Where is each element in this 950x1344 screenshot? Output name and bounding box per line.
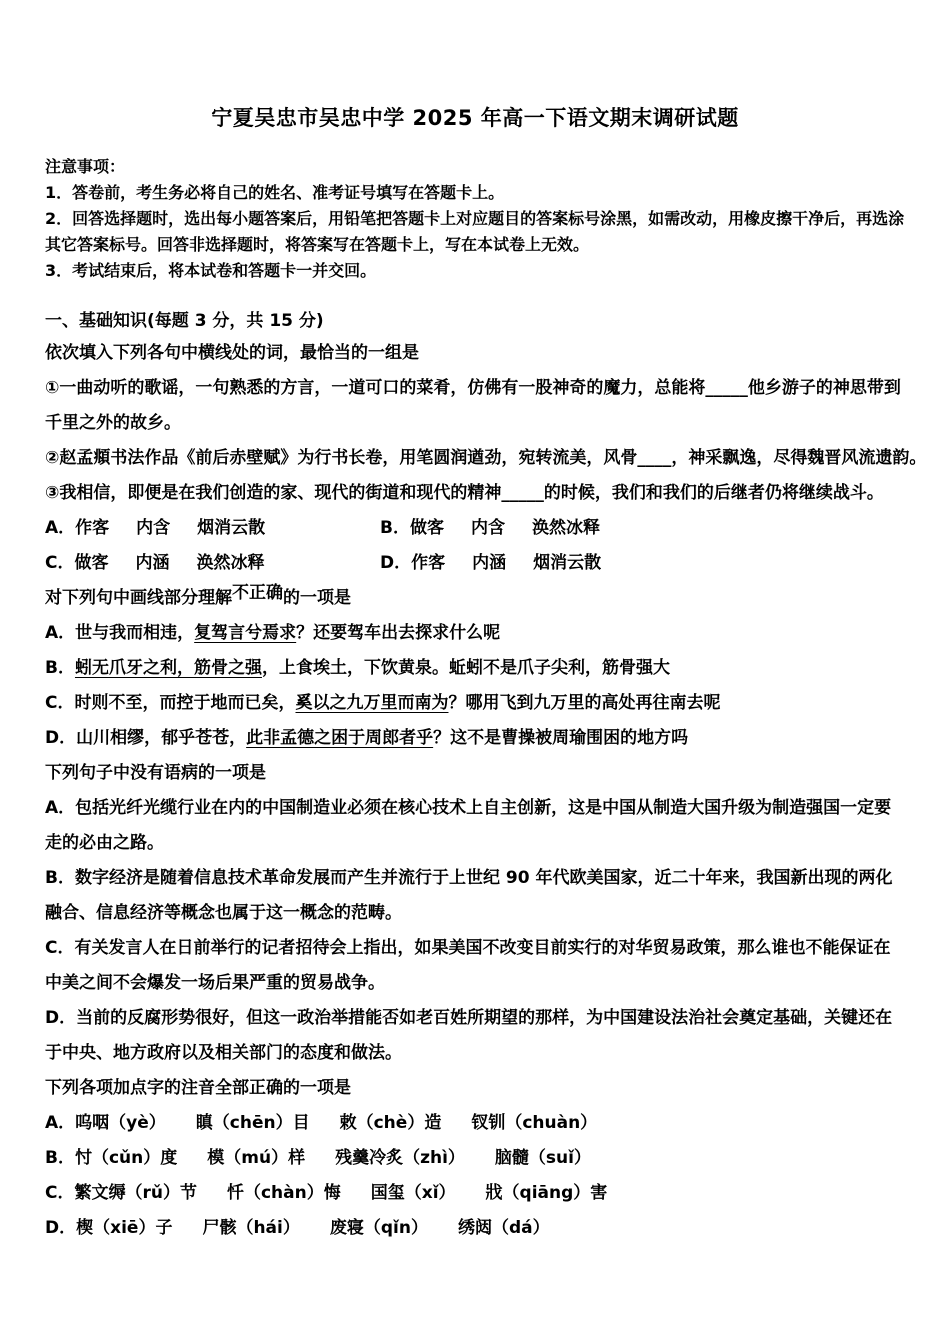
q1-option-b	[380, 511, 905, 546]
q1-sentence-1: ①一曲动听的歌谣，一句熟悉的方言，一道可口的菜肴，仿佛有一股神奇的魔力，总能将_____他乡游子的神思带到千里之外的故乡。	[45, 378, 901, 433]
q4-option-b	[45, 1141, 905, 1176]
q1-option-a-label: A．	[45, 518, 76, 538]
q1-stem: 依次填入下列各句中横线处的词，最恰当的一组是	[45, 343, 419, 363]
questions-area	[45, 336, 927, 1246]
q1-options	[45, 511, 905, 581]
q1-sentence-3: ③我相信，即便是在我们创造的家、现代的街道和现代的精神_____的时候，我们和我们的后继者仍将继续战斗。	[45, 483, 884, 503]
option-word: 做客	[409, 518, 444, 538]
option-word: 做客	[74, 553, 109, 573]
q1-option-c	[45, 546, 380, 581]
q4-option-a-terms	[75, 1113, 597, 1133]
pinyin-term: 忏（chàn）悔	[226, 1183, 341, 1203]
notice-section	[45, 154, 905, 284]
q4-option-d	[45, 1211, 905, 1246]
q4-option-b-label: B．	[45, 1148, 75, 1168]
q4-option-c-label: C．	[45, 1183, 75, 1203]
pinyin-term: 残羹冷炙（zhì）	[335, 1148, 465, 1168]
q2-option-c	[45, 686, 905, 721]
text-segment: A．世与我而相违，	[45, 623, 195, 643]
q4-option-b-terms	[75, 1148, 591, 1168]
text-segment: B．	[45, 658, 75, 678]
text-segment: ？哪用飞到九万里的高处再往南去呢	[448, 693, 721, 713]
text-segment: ，上食埃土，下饮黄泉。蚯蚓不是爪子尖利，筋骨强大	[261, 658, 670, 678]
option-word: 内涵	[135, 553, 170, 573]
q4-option-a-label: A．	[45, 1113, 76, 1133]
option-word: 涣然冰释	[196, 553, 265, 573]
underlined-text-segment: 奚以之九万里而南为	[295, 693, 449, 713]
option-word: 内含	[470, 518, 505, 538]
pinyin-term: 敕（chè）造	[339, 1113, 442, 1133]
pinyin-term: 废寝（qǐn）	[329, 1218, 428, 1238]
underlined-text-segment: 复驾言兮焉求	[194, 623, 297, 643]
q1-option-c-label: C．	[45, 553, 75, 573]
q4-option-d-label: D．	[45, 1218, 77, 1238]
q4-option-d-terms	[76, 1218, 549, 1238]
text-segment: C．时则不至，而控于地而已矣，	[45, 693, 296, 713]
pinyin-term: 呜咽（yè）	[75, 1113, 166, 1133]
option-word: 内含	[136, 518, 171, 538]
raised-text-segment: 不正确	[232, 583, 283, 603]
q3-option-b: B．数字经济是随着信息技术革命发展而产生并流行于上世纪 90 年代欧美国家，近二十年来，我国新出现的两化融合、信息经济等概念也属于这一概念的范畴。	[45, 868, 893, 923]
notice-item-1: 1．答卷前，考生务必将自己的姓名、准考证号填写在答题卡上。	[45, 183, 505, 202]
pinyin-term: 钗钏（chuàn）	[471, 1113, 598, 1133]
q4-option-c	[45, 1176, 905, 1211]
pinyin-term: 模（mú）样	[207, 1148, 306, 1168]
q3-option-d: D．当前的反腐形势很好，但这一政治举措能否如老百姓所期望的那样，为中国建设法治社会奠定基础，关键还在于中央、地方政府以及相关部门的态度和做法。	[45, 1008, 893, 1063]
text-segment: D．山川相缪，郁乎苍苍，	[45, 728, 247, 748]
q2-option-a	[45, 616, 905, 651]
option-word: 作客	[411, 553, 446, 573]
pinyin-term: 瞋（chēn）目	[195, 1113, 310, 1133]
q2-option-b	[45, 651, 905, 686]
option-word: 内涵	[472, 553, 507, 573]
pinyin-term: 脑髓（suǐ）	[494, 1148, 591, 1168]
pinyin-term: 绣闼（dá）	[457, 1218, 550, 1238]
text-segment: ？还要驾车出去探求什么呢	[296, 623, 501, 643]
section-heading: 一、基础知识(每题 3 分，共 15 分)	[45, 311, 324, 331]
text-segment: ？这不是曹操被周瑜围困的地方吗	[433, 728, 689, 748]
q1-sentence-2: ②赵孟頫书法作品《前后赤壁赋》为行书长卷，用笔圆润遒劲，宛转流美，风骨____，神采飘逸，尽得魏晋风流遗韵。	[45, 448, 927, 468]
q4-stem: 下列各项加点字的注音全部正确的一项是	[45, 1078, 351, 1098]
text-segment: 的一项是	[283, 588, 351, 608]
q4-option-a	[45, 1106, 905, 1141]
pinyin-term: 繁文缛（rǔ）节	[74, 1183, 197, 1203]
pinyin-term: 楔（xiē）子	[76, 1218, 173, 1238]
q3-option-a: A．包括光纤光缆行业在内的中国制造业必须在核心技术上自主创新，这是中国从制造大国升级为制造强国一定要走的必由之路。	[45, 798, 892, 853]
option-word: 烟消云散	[197, 518, 266, 538]
underlined-text-segment: 蚓无爪牙之利，筋骨之强	[74, 658, 262, 678]
q2-option-d	[45, 721, 905, 756]
pinyin-term: 忖（cǔn）度	[74, 1148, 178, 1168]
q2-stem	[45, 581, 905, 616]
notice-item-2: 2．回答选择题时，选出每小题答案后，用铅笔把答题卡上对应题目的答案标号涂黑，如需改动，用橡皮擦干净后，再选涂其它答案标号。回答非选择题时，将答案写在答题卡上，写在本试卷上无效。	[45, 209, 905, 254]
pinyin-term: 尸骸（hái）	[202, 1218, 300, 1238]
q1-option-b-label: B．	[380, 518, 410, 538]
q3-option-c: C．有关发言人在日前举行的记者招待会上指出，如果美国不改变目前实行的对华贸易政策，那么谁也不能保证在中美之间不会爆发一场后果严重的贸易战争。	[45, 938, 891, 993]
notice-heading: 注意事项：	[45, 157, 126, 176]
pinyin-term: 戕（qiāng）害	[485, 1183, 608, 1203]
q1-option-c-words	[74, 553, 264, 573]
option-word: 涣然冰释	[531, 518, 600, 538]
q1-option-d	[380, 546, 905, 581]
text-segment: 对下列句中画线部分理解	[45, 588, 232, 608]
q3-stem: 下列句子中没有语病的一项是	[45, 763, 266, 783]
q1-option-a	[45, 511, 380, 546]
underlined-text-segment: 此非孟德之困于周郎者乎	[246, 728, 434, 748]
page-title: 宁夏吴忠市吴忠中学 2025 年高一下语文期末调研试题	[211, 106, 739, 130]
q1-option-b-words	[410, 518, 600, 538]
notice-item-3: 3．考试结束后，将本试卷和答题卡一并交回。	[45, 261, 377, 280]
q1-option-a-words	[75, 518, 265, 538]
pinyin-term: 国玺（xǐ）	[370, 1183, 456, 1203]
q1-option-d-label: D．	[380, 553, 412, 573]
q4-option-c-terms	[74, 1183, 607, 1203]
option-word: 作客	[75, 518, 110, 538]
option-word: 烟消云散	[533, 553, 602, 573]
q1-option-d-words	[411, 553, 601, 573]
